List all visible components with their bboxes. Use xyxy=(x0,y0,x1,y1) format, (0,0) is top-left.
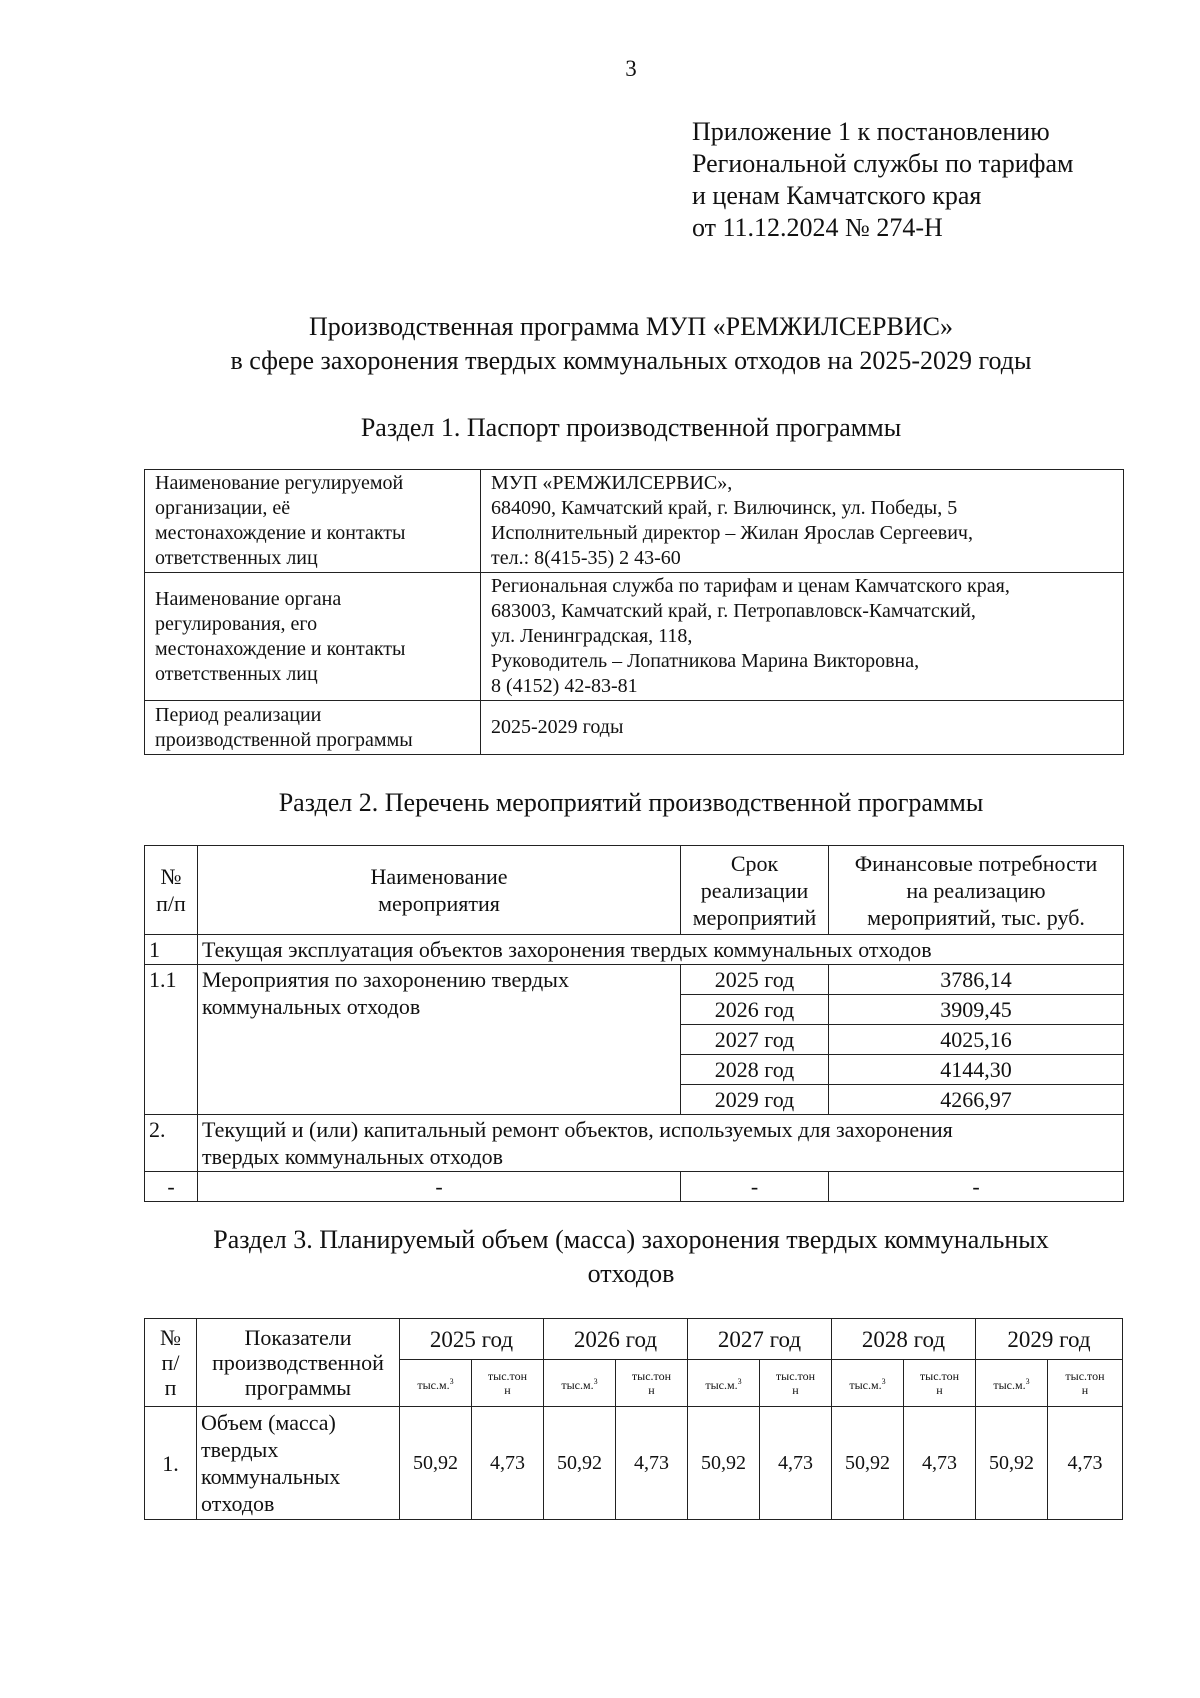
unit-text: н xyxy=(504,1383,511,1397)
unit-text: н xyxy=(792,1383,799,1397)
text-line: 684090, Камчатский край, г. Вилючинск, ул. Победы, 5 xyxy=(491,497,958,519)
text-line: Наименование органа xyxy=(155,587,342,610)
year-cell: 2027 год xyxy=(681,1025,829,1055)
row-text xyxy=(198,1115,1124,1172)
passport-label xyxy=(145,470,481,573)
dash-cell: - xyxy=(145,1172,198,1202)
table-row xyxy=(145,935,1124,965)
year-header: 2026 год xyxy=(544,1319,688,1360)
dash-cell: - xyxy=(198,1172,681,1202)
heading-line: отходов xyxy=(587,1259,675,1288)
text-line: п xyxy=(164,1375,177,1400)
unit-volume xyxy=(832,1360,904,1407)
text-line: Исполнительный директор – Жилан Ярослав Сергеевич, xyxy=(491,522,973,544)
unit-text: тыс.тон xyxy=(631,1369,672,1383)
unit-mass xyxy=(1048,1360,1123,1407)
row-number: 1.1 xyxy=(145,965,198,1115)
unit-superscript: 3 xyxy=(881,1376,886,1386)
year-cell: 2028 год xyxy=(681,1055,829,1085)
measure-name xyxy=(198,965,681,1115)
value-cell: 4025,16 xyxy=(829,1025,1124,1055)
value-cell: 4266,97 xyxy=(829,1085,1124,1115)
header-term xyxy=(681,846,829,935)
text-line: Мероприятия по захоронению твердых xyxy=(202,967,569,992)
section3-heading xyxy=(0,1223,1200,1291)
text-line: регулирования, его xyxy=(155,612,318,635)
text-line: Наименование регулируемой xyxy=(155,472,404,494)
unit-mass xyxy=(472,1360,544,1407)
unit-superscript: 3 xyxy=(593,1376,598,1386)
value-cell: 4,73 xyxy=(1048,1407,1123,1520)
appendix-line: Приложение 1 к постановлению xyxy=(692,117,1050,146)
table-row xyxy=(145,1407,1123,1520)
text-line: тел.: 8(415-35) 2 43-60 xyxy=(491,547,681,569)
unit-superscript: 3 xyxy=(449,1376,454,1386)
document-title xyxy=(0,310,1200,378)
passport-label xyxy=(145,701,481,755)
value-cell: 4,73 xyxy=(472,1407,544,1520)
unit-text: тыс.тон xyxy=(1065,1369,1105,1383)
unit-text: тыс.тон xyxy=(487,1369,528,1383)
text-line: 683003, Камчатский край, г. Петропавловск-Камчатский, xyxy=(491,600,976,622)
text-line: отходов xyxy=(201,1491,275,1516)
text-line: Региональная служба по тарифам и ценам Камчатского края, xyxy=(491,575,1010,597)
text-line: организации, её xyxy=(155,497,291,519)
unit-text: н xyxy=(648,1383,655,1397)
unit-volume xyxy=(544,1360,616,1407)
text-line: твердых коммунальных отходов xyxy=(202,1144,504,1169)
unit-text: тыс.тон xyxy=(919,1369,960,1383)
measures-table xyxy=(144,845,1124,1202)
value-cell: 3786,14 xyxy=(829,965,1124,995)
text-line: Срок xyxy=(730,850,779,876)
passport-value xyxy=(481,470,1124,573)
unit-mass xyxy=(760,1360,832,1407)
passport-value xyxy=(481,701,1124,755)
text-line: на реализацию xyxy=(906,877,1046,903)
text-line: мероприятий, тыс. руб. xyxy=(867,904,1085,930)
text-line: Период реализации xyxy=(155,703,322,726)
text-line: реализации xyxy=(700,877,809,903)
text-line: МУП «РЕМЖИЛСЕРВИС», xyxy=(491,472,733,494)
page-number: 3 xyxy=(625,56,637,81)
text-line: 2025-2029 годы xyxy=(491,716,624,738)
value-cell: 3909,45 xyxy=(829,995,1124,1025)
unit-volume xyxy=(400,1360,472,1407)
indicator-label xyxy=(197,1407,400,1520)
appendix-line: и ценам Камчатского края xyxy=(692,181,982,210)
table-header-row xyxy=(145,846,1124,935)
unit-text: тыс.м. xyxy=(417,1377,450,1392)
text-line: Руководитель – Лопатникова Марина Викторовна, xyxy=(491,650,920,672)
unit-text: н xyxy=(1081,1383,1089,1397)
volume-table xyxy=(144,1318,1123,1520)
header-name xyxy=(198,846,681,935)
year-cell: 2025 год xyxy=(681,965,829,995)
dash-cell: - xyxy=(681,1172,829,1202)
unit-superscript: 3 xyxy=(1025,1376,1030,1386)
dash-cell: - xyxy=(829,1172,1124,1202)
table-row xyxy=(145,573,1124,701)
unit-text: тыс.м. xyxy=(849,1377,882,1392)
table-header-row xyxy=(145,1319,1123,1360)
value-cell: 4,73 xyxy=(760,1407,832,1520)
unit-text: тыс.м. xyxy=(993,1377,1026,1392)
text-line: Финансовые потребности xyxy=(854,850,1098,876)
value-cell: 50,92 xyxy=(400,1407,472,1520)
unit-text: тыс.тон xyxy=(775,1369,816,1383)
text-line: местонахождение и контакты xyxy=(155,637,406,660)
text-line: ответственных лиц xyxy=(155,662,318,685)
passport-label xyxy=(145,573,481,701)
header-num xyxy=(145,846,198,935)
text-line: Наименование xyxy=(370,864,508,889)
text-line: мероприятий xyxy=(692,904,817,930)
value-cell: 4144,30 xyxy=(829,1055,1124,1085)
text-line: № xyxy=(160,864,182,889)
year-cell: 2029 год xyxy=(681,1085,829,1115)
text-line: твердых xyxy=(201,1437,279,1462)
text-line: местонахождение и контакты xyxy=(155,522,406,544)
text-line: 8 (4152) 42-83-81 xyxy=(491,675,638,697)
unit-mass xyxy=(904,1360,976,1407)
value-cell: 50,92 xyxy=(688,1407,760,1520)
header-finance xyxy=(829,846,1124,935)
year-header: 2025 год xyxy=(400,1319,544,1360)
row-text: Текущая эксплуатация объектов захоронения твердых коммунальных отходов xyxy=(198,935,1124,965)
text-line: Показатели xyxy=(244,1325,352,1350)
value-cell: 50,92 xyxy=(976,1407,1048,1520)
text-line: Текущий и (или) капитальный ремонт объектов, используемых для захоронения xyxy=(202,1117,953,1142)
text-line: ул. Ленинградская, 118, xyxy=(491,625,693,647)
heading-line: Раздел 3. Планируемый объем (масса) захоронения твердых коммунальных xyxy=(213,1225,1049,1254)
unit-volume xyxy=(688,1360,760,1407)
table-row xyxy=(145,965,1124,995)
text-line: программы xyxy=(244,1375,352,1400)
year-header: 2027 год xyxy=(688,1319,832,1360)
row-number: 2. xyxy=(145,1115,198,1172)
year-header: 2029 год xyxy=(976,1319,1123,1360)
text-line: коммунальных отходов xyxy=(202,994,421,1019)
unit-text: тыс.м. xyxy=(561,1377,594,1392)
passport-value xyxy=(481,573,1124,701)
header-num xyxy=(145,1319,197,1407)
document-title-line: в сфере захоронения твердых коммунальных отходов на 2025-2029 годы xyxy=(230,346,1032,375)
value-cell: 50,92 xyxy=(832,1407,904,1520)
appendix-note xyxy=(692,116,1073,244)
table-row xyxy=(145,701,1124,755)
table-row xyxy=(145,1172,1124,1202)
table-row xyxy=(145,470,1124,573)
document-title-line: Производственная программа МУП «РЕМЖИЛСЕРВИС» xyxy=(309,312,953,341)
text-line: п/п xyxy=(156,891,186,916)
text-line: производственной xyxy=(212,1350,384,1375)
row-number: 1. xyxy=(145,1407,197,1520)
unit-mass xyxy=(616,1360,688,1407)
text-line: п/ xyxy=(161,1350,180,1375)
year-cell: 2026 год xyxy=(681,995,829,1025)
section1-heading: Раздел 1. Паспорт производственной программы xyxy=(360,413,902,442)
text-line: ответственных лиц xyxy=(155,547,318,569)
text-line: мероприятия xyxy=(378,891,500,916)
header-indicator xyxy=(197,1319,400,1407)
unit-text: н xyxy=(936,1383,943,1397)
appendix-line: от 11.12.2024 № 274-Н xyxy=(692,213,943,242)
text-line: Объем (масса) xyxy=(201,1410,336,1435)
value-cell: 4,73 xyxy=(904,1407,976,1520)
text-line: коммунальных xyxy=(201,1464,341,1489)
table-row xyxy=(145,1115,1124,1172)
unit-superscript: 3 xyxy=(737,1376,742,1386)
text-line: № xyxy=(160,1325,181,1350)
text-line: производственной программы xyxy=(155,728,413,751)
value-cell: 4,73 xyxy=(616,1407,688,1520)
passport-table xyxy=(144,469,1124,755)
unit-volume xyxy=(976,1360,1048,1407)
appendix-line: Региональной службы по тарифам xyxy=(692,149,1074,178)
year-header: 2028 год xyxy=(832,1319,976,1360)
row-number: 1 xyxy=(145,935,198,965)
unit-text: тыс.м. xyxy=(705,1377,738,1392)
section2-heading: Раздел 2. Перечень мероприятий производственной программы xyxy=(278,788,984,817)
value-cell: 50,92 xyxy=(544,1407,616,1520)
